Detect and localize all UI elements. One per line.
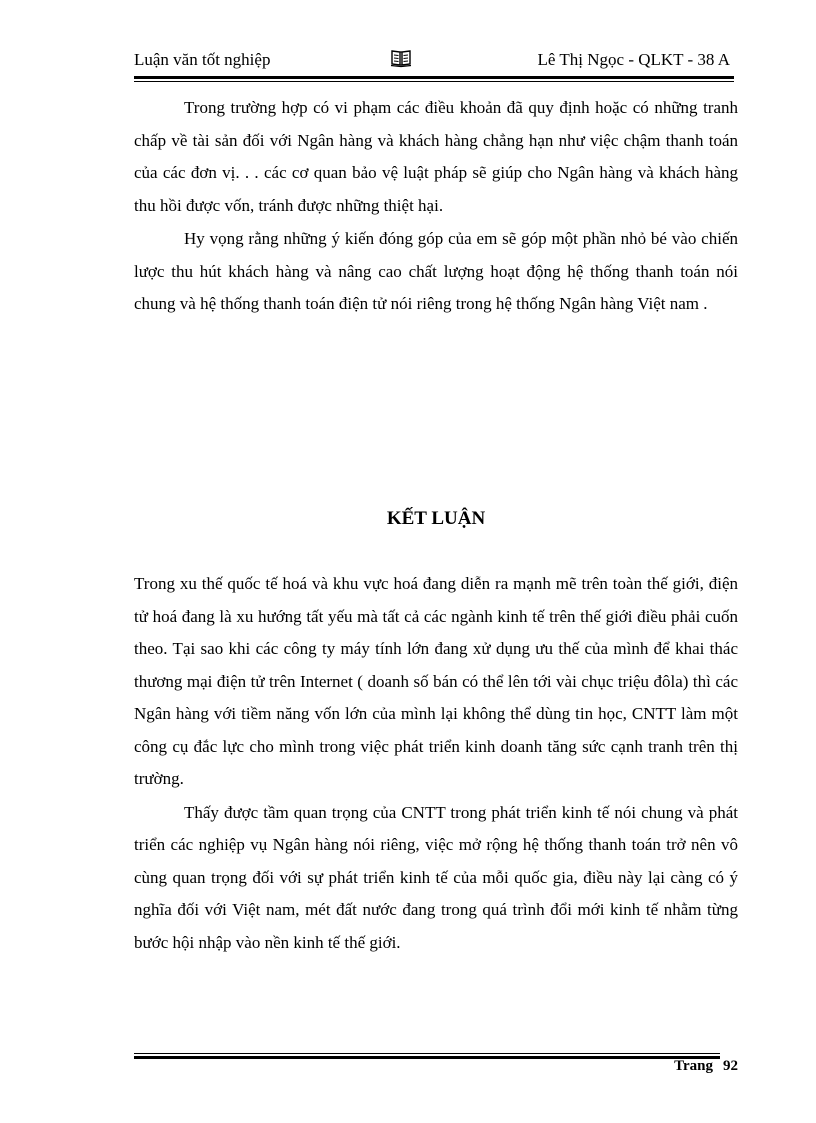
page-header [134, 46, 730, 74]
paragraph: Hy vọng rằng những ý kiến đóng góp của em sẽ góp một phần nhỏ bé vào chiến lược thu hút khách hàng và nâng cao chất lượng hoạt động hệ thống thanh toán nói chung và hệ thống thanh toán điện tử nói riêng trong hệ thống Ngân hàng Việt nam . [134, 229, 738, 313]
body-text-conclusion [134, 568, 738, 959]
paragraph: Trong trường hợp có vi phạm các điều khoản đã quy định hoặc có những tranh chấp về tài sản đối với Ngân hàng và khách hàng chẳng hạn như việc chậm thanh toán của các đơn vị. . . các cơ quan bảo vệ luật pháp sẽ giúp cho Ngân hàng và khách hàng thu hồi được vốn, tránh được những thiệt hại. [134, 98, 738, 215]
footer-rule-thin [134, 1053, 720, 1054]
page-footer [674, 1058, 738, 1075]
paragraph: Trong xu thế quốc tế hoá và khu vực hoá đang diễn ra mạnh mẽ trên toàn thế giới, điện tử hoá đang là xu hướng tất yếu mà tất cả các ngành kinh tế trên thế giới điều phải cuốn theo. Tại sao khi các công ty máy tính lớn đang xử dụng ưu thế của mình để khai thác thương mại điện tử trên Internet ( doanh số bán có thể lên tới vài chục triệu đôla) thì các Ngân hàng với tiềm năng vốn lớn của mình lại không thể dùng tin học, CNTT làm một công cụ đắc lực cho mình trong việc phát triển kinh doanh tăng sức cạnh tranh trên thị trường. [134, 574, 738, 788]
page-label: Trang [674, 1058, 713, 1074]
body-text-top [134, 92, 738, 322]
paragraph: Thấy được tầm quan trọng của CNTT trong phát triển kinh tế nói chung và phát triển các nghiệp vụ Ngân hàng nói riêng, việc mở rộng hệ thống thanh toán trở nên vô cùng quan trọng đối với sự phát triển kinh tế của mỗi quốc gia, điều này lại càng có ý nghĩa đối với Việt nam, mét đất nước đang trong quá trình đổi mới kinh tế nhằm từng bước hội nhập vào nền kinh tế thế giới. [134, 802, 738, 952]
book-icon [390, 48, 412, 68]
header-rule-thick [134, 76, 734, 79]
page-number: 92 [723, 1058, 738, 1074]
footer-rule-thick [134, 1056, 720, 1059]
section-title: KẾT LUẬN [386, 508, 486, 529]
header-rule-thin [134, 81, 734, 82]
header-thesis-title: Luận văn tốt nghiệp [134, 50, 271, 69]
header-author: Lê Thị Ngọc - QLKT - 38 A [537, 50, 730, 69]
